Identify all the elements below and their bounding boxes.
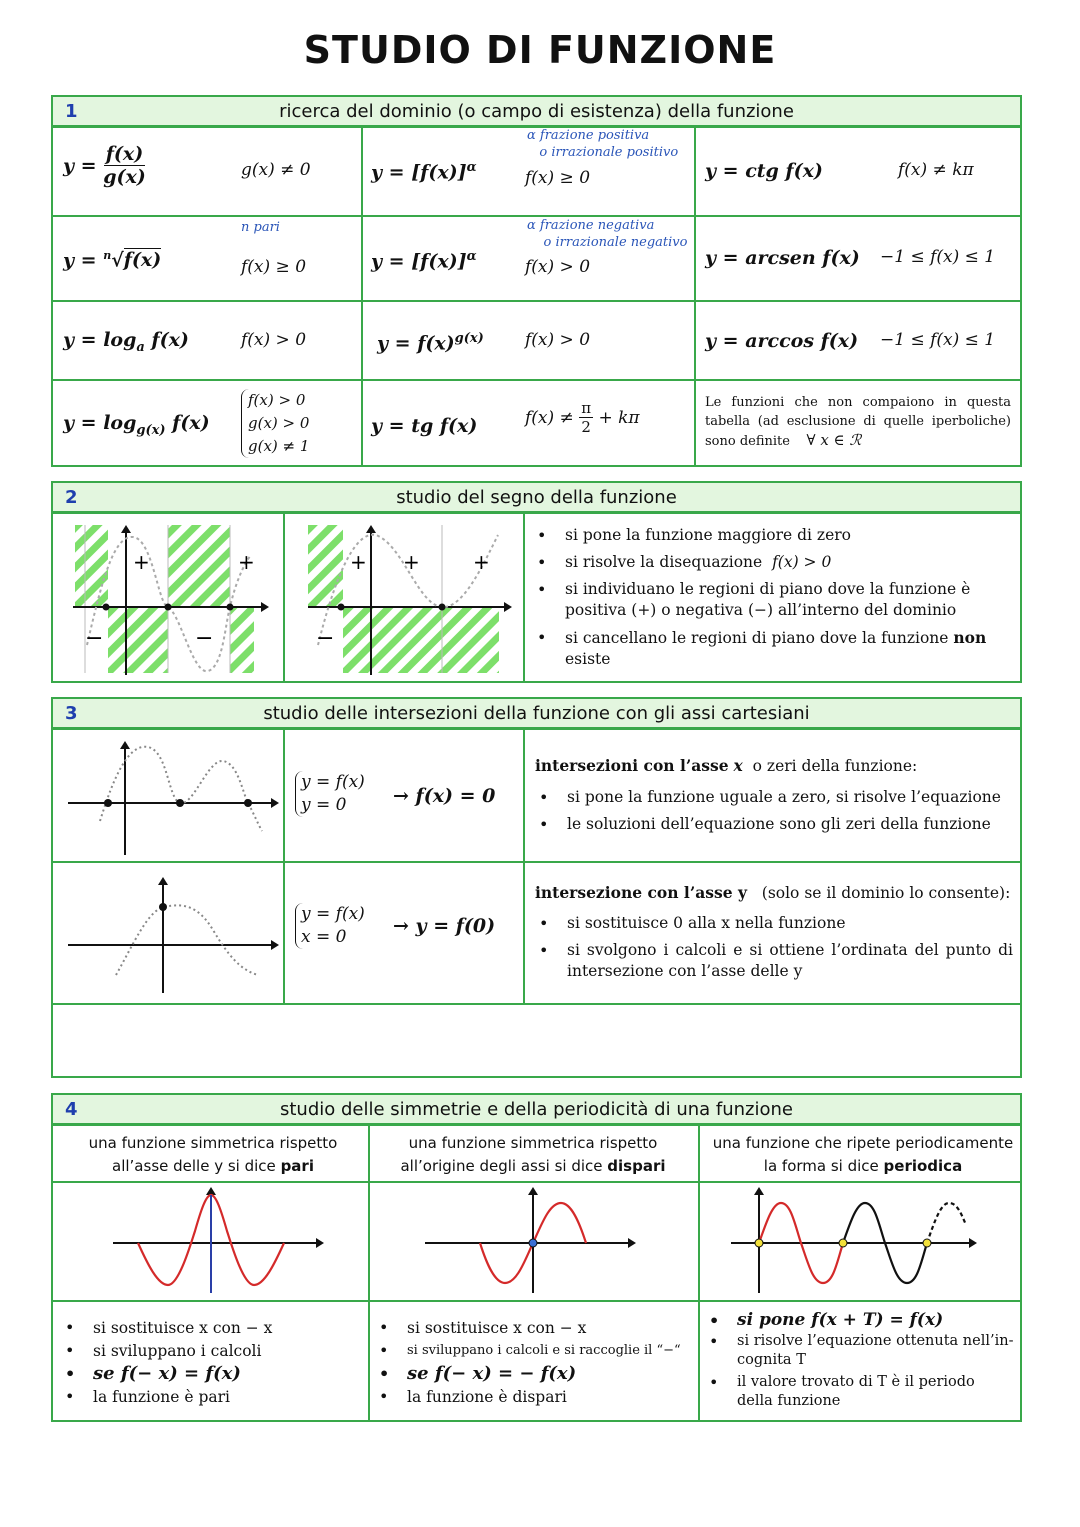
sign-plus: + <box>473 550 490 574</box>
sign-graph-2 <box>308 525 508 675</box>
formula-power-positive: $y = [f(x)]^\alpha$ <box>371 160 477 184</box>
list-item: • si sostituisce x con − x <box>61 1318 361 1338</box>
result-zeros: → f(x) = 0 <box>393 785 496 807</box>
list-item: • se f(− x) = − f(x) <box>375 1364 695 1384</box>
sign-plus: + <box>133 550 150 574</box>
domain-condition: f(x) > 0 <box>525 257 591 277</box>
formula-ctg: y = ctg f(x) <box>705 160 823 182</box>
x-intersections-explanation: intersezioni con l’asse x o zeri della funzione: • si pone la funzione uguale a zero, si risolve l’equazione • le soluzioni dell’equazione sono gli zeri della funzione <box>535 755 1013 841</box>
list-item: • la funzione è pari <box>61 1387 361 1407</box>
list-item: • si individuano le regioni di piano dove la funzione è positiva (+) o negativa (−) all’interno del dominio <box>533 579 1003 621</box>
formula-fraction: y = $\frac{f(x)}{g(x)}$ <box>63 143 146 188</box>
section-heading: studio delle intersezioni della funzione con gli assi cartesiani <box>263 703 810 724</box>
page-title: STUDIO DI FUNZIONE <box>303 28 777 72</box>
note-alpha-negative: α frazione negativa o irrazionale negativo <box>527 218 688 250</box>
sign-plus: + <box>238 550 255 574</box>
desc-even: una funzione simmetrica rispetto all’asse delle y si dice pari <box>88 1134 338 1175</box>
y-intersection-explanation: intersezione con l’asse y (solo se il dominio lo consente): • si sostituisce 0 alla x nella funzione • si svolgono i calcoli e si ottiene l’ordinata del punto di intersezione con l’asse delle y <box>535 882 1013 982</box>
section-intersections <box>51 697 1022 1078</box>
graph-x-intersections <box>68 739 278 857</box>
section-heading: studio del segno della funzione <box>396 487 677 508</box>
section-number: 2 <box>65 487 78 508</box>
system-x: y = f(x) y = 0 <box>295 771 365 817</box>
section-domain <box>51 95 1022 467</box>
note-n-even: n pari <box>241 220 280 235</box>
domain-condition: f(x) ≠ kπ <box>898 160 974 180</box>
section-number: 1 <box>65 101 78 122</box>
domain-condition: f(x) > 0 <box>241 330 307 350</box>
list-item: • le soluzioni dell’equazione sono gli zeri della funzione <box>535 814 1013 835</box>
sign-plus: + <box>350 550 367 574</box>
sign-graph-1 <box>73 525 273 675</box>
note-other-functions: Le funzioni che non compaiono in questa tabella (ad esclusione di quelle iperboliche) sono definite ∀ x ∈ ℛ <box>705 395 1011 449</box>
desc-odd: una funzione simmetrica rispetto all’origine degli assi si dice dispari <box>400 1134 666 1175</box>
domain-condition: g(x) ≠ 0 <box>241 160 311 180</box>
result-y-intercept: → y = f(0) <box>393 915 496 937</box>
list-item: • la funzione è dispari <box>375 1387 695 1407</box>
formula-log-a: $y = \log_a f(x)$ <box>63 329 189 355</box>
sign-minus: − <box>316 626 335 651</box>
graph-odd <box>425 1185 640 1297</box>
domain-condition: f(x) ≥ 0 <box>525 168 591 188</box>
formula-nth-root: y = $^n$√f(x) <box>63 249 162 272</box>
list-item: • si risolve l’equazione ottenuta nell’in-cognita T <box>705 1332 1015 1370</box>
formula-log-gx: $y = \log_{g(x)} f(x)$ <box>63 412 210 438</box>
list-item: • si sostituisce 0 alla x nella funzione <box>535 913 1013 934</box>
domain-condition: f(x) ≥ 0 <box>241 257 307 277</box>
section-number: 4 <box>65 1099 78 1120</box>
section-header <box>53 483 1020 514</box>
list-item: • si cancellano le regioni di piano dove la funzione non esiste <box>533 627 1003 670</box>
list-item: • si pone la funzione maggiore di zero <box>533 525 1003 546</box>
graph-even <box>113 1185 328 1297</box>
steps-odd <box>375 1318 695 1407</box>
section-sign <box>51 481 1022 683</box>
formula-tg: y = tg f(x) <box>371 415 478 437</box>
section-header <box>53 1095 1020 1126</box>
sign-minus: − <box>85 626 104 651</box>
system-y: y = f(x) x = 0 <box>295 903 365 949</box>
formula-arcsen: y = arcsen f(x) <box>705 247 860 269</box>
list-item: • si sviluppano i calcoli <box>61 1341 361 1361</box>
list-item: • si risolve la disequazione f(x) > 0 <box>533 552 1003 573</box>
list-item: • si sostituisce x con − x <box>375 1318 695 1338</box>
sign-steps <box>533 525 1003 676</box>
domain-condition: f(x) ≠ π 2 + kπ <box>525 399 640 436</box>
domain-condition-system: f(x) > 0 g(x) > 0 g(x) ≠ 1 <box>241 389 309 458</box>
section-number: 3 <box>65 703 78 724</box>
steps-even <box>61 1318 361 1407</box>
section-heading: ricerca del dominio (o campo di esistenza) della funzione <box>279 101 794 122</box>
formula-power-negative: $y = [f(x)]^\alpha$ <box>371 249 477 273</box>
list-item: • si sviluppano i calcoli e si raccoglie il “−“ <box>375 1341 695 1361</box>
section-symmetry <box>51 1093 1022 1422</box>
sign-plus: + <box>403 550 420 574</box>
section-header <box>53 699 1020 730</box>
list-item: • si pone f(x + T) = f(x) <box>705 1311 1015 1330</box>
formula-exp-power: $y = f(x)^{g(x)}$ <box>377 331 484 355</box>
graph-y-intersection <box>68 875 278 995</box>
section-heading: studio delle simmetrie e della periodicità di una funzione <box>280 1099 793 1120</box>
formula-arccos: y = arccos f(x) <box>705 330 859 352</box>
list-item: • si pone la funzione uguale a zero, si risolve l’equazione <box>535 787 1013 808</box>
steps-periodic <box>705 1311 1015 1411</box>
sign-minus: − <box>195 626 214 651</box>
list-item: • il valore trovato di T è il periodo della funzione <box>705 1373 1015 1411</box>
domain-condition: f(x) > 0 <box>525 330 591 350</box>
domain-condition: −1 ≤ f(x) ≤ 1 <box>880 330 996 350</box>
section-header <box>53 97 1020 128</box>
note-alpha-positive: α frazione positiva o irrazionale positivo <box>527 128 679 160</box>
domain-condition: −1 ≤ f(x) ≤ 1 <box>880 247 996 267</box>
graph-periodic <box>731 1185 981 1297</box>
list-item: • se f(− x) = f(x) <box>61 1364 361 1384</box>
list-item: • si svolgono i calcoli e si ottiene l’ordinata del punto di intersezione con l’asse delle y <box>535 940 1013 982</box>
desc-periodic: una funzione che ripete periodicamente la forma si dice periodica <box>712 1134 1014 1175</box>
